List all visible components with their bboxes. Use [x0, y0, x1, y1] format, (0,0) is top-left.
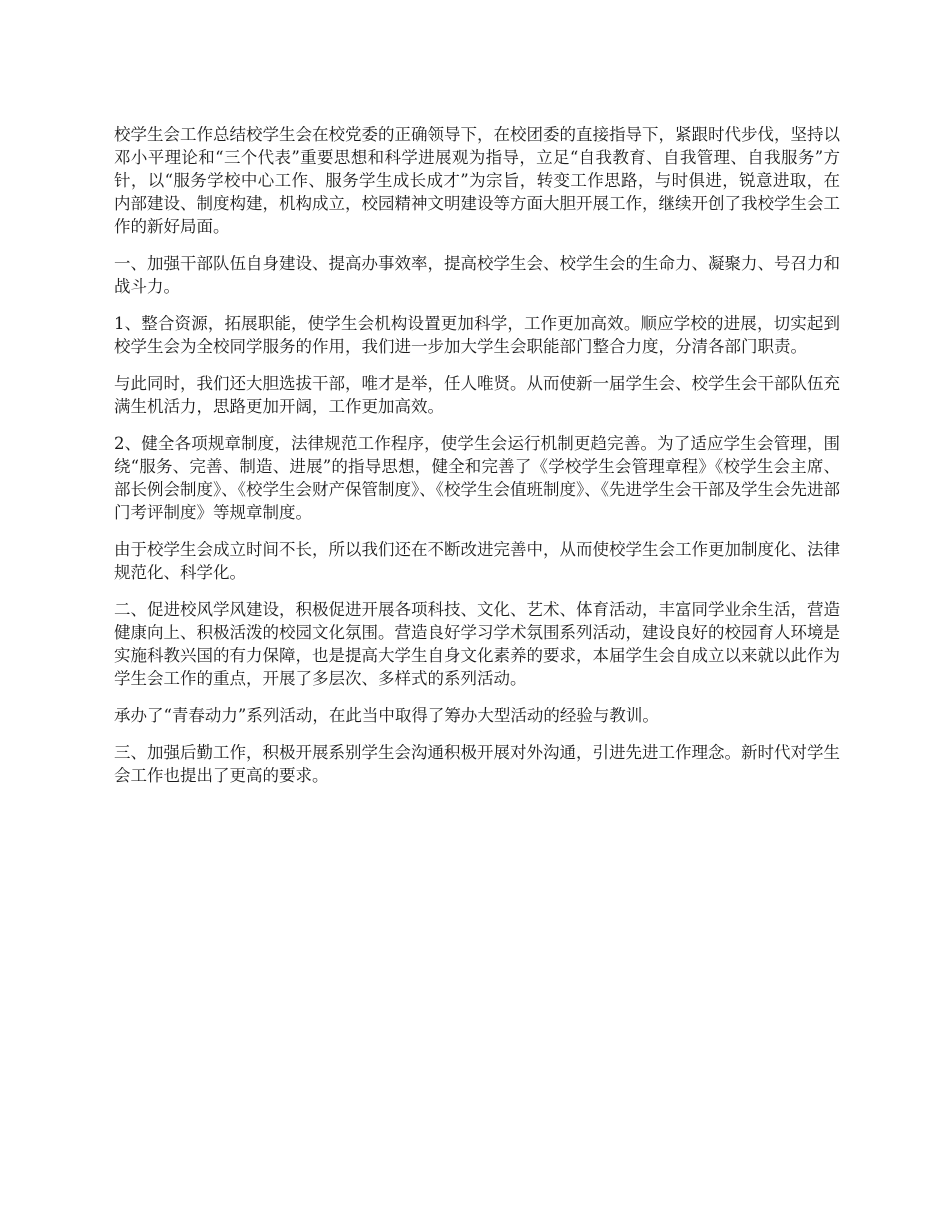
- paragraph-intro: 校学生会工作总结校学生会在校党委的正确领导下，在校团委的直接指导下，紧跟时代步伐，坚持以邓小平理论和“三个代表”重要思想和科学进展观为指导，立足“自我教育、自我管理、自我服务”方针，以“服务学校中心工作、服务学生成长成才”为宗旨，转变工作思路，与时俱进，锐意进取，在内部建设、制度构建，机构成立，校园精神文明建设等方面大胆开展工作，继续开创了我校学生会工作的新好局面。: [114, 125, 840, 236]
- paragraph-youth-activity: 承办了“青春动力”系列活动，在此当中取得了筹办大型活动的经验与教训。: [114, 706, 659, 725]
- paragraph-item-two: 2、健全各项规章制度，法律规范工作程序，使学生会运行机制更趋完善。为了适应学生会管理，围绕“服务、完善、制造、进展”的指导思想，健全和完善了《学校学生会管理章程》《校学生会主席、部长例会制度》、《校学生会财产保管制度》、《校学生会值班制度》、《先进学生会干部及学生会先进部门考评制度》等规章制度。: [114, 434, 840, 522]
- paragraph-section-one-heading: 一、加强干部队伍自身建设、提高办事效率，提高校学生会、校学生会的生命力、凝聚力、号召力和战斗力。: [114, 254, 840, 296]
- paragraph-item-one: 1、整合资源，拓展职能，使学生会机构设置更加科学，工作更加高效。顺应学校的进展，切实起到校学生会为全校同学服务的作用，我们进一步加大学生会职能部门整合力度，分清各部门职责。: [114, 314, 840, 356]
- paragraph-cadre-selection: 与此同时，我们还大胆选拔干部，唯才是举，任人唯贤。从而使新一届学生会、校学生会干部队伍充满生机活力，思路更加开阔，工作更加高效。: [114, 374, 840, 416]
- paragraph-section-three: 三、加强后勤工作，积极开展系别学生会沟通积极开展对外沟通，引进先进工作理念。新时代对学生会工作也提出了更高的要求。: [114, 743, 840, 785]
- paragraph-improvement: 由于校学生会成立时间不长，所以我们还在不断改进完善中，从而使校学生会工作更加制度化、法律规范化、科学化。: [114, 540, 840, 582]
- document-body: [114, 123, 840, 801]
- paragraph-section-two: 二、促进校风学风建设，积极促进开展各项科技、文化、艺术、体育活动，丰富同学业余生活，营造健康向上、积极活泼的校园文化氛围。营造良好学习学术氛围系列活动，建设良好的校园育人环境是实施科教兴国的有力保障，也是提高大学生自身文化素养的要求，本届学生会自成立以来就以此作为学生会工作的重点，开展了多层次、多样式的系列活动。: [114, 600, 840, 688]
